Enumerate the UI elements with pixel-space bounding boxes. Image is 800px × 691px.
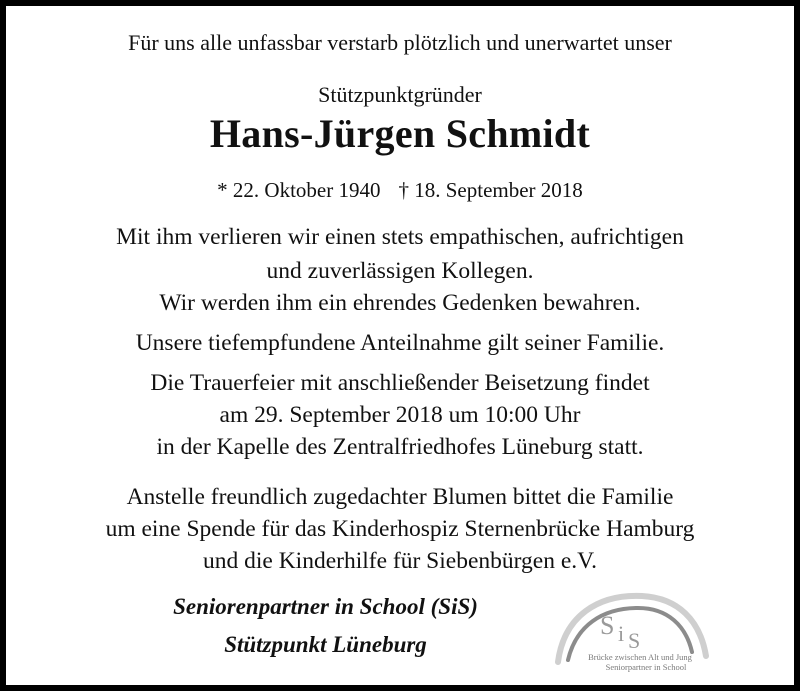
deceased-name: Hans-Jürgen Schmidt: [209, 111, 591, 156]
paragraph-3-line-3: in der Kapelle des Zentralfriedhofes Lüneburg statt.: [156, 434, 644, 460]
signature-branch: Stützpunkt Lüneburg: [224, 632, 427, 657]
logo-letter-i: i: [618, 621, 625, 646]
paragraph-1-line-1: Mit ihm verlieren wir einen stets empathischen, aufrichtigen: [116, 224, 684, 250]
logo-letter-s1: S: [600, 611, 615, 640]
signature-organization: Seniorenpartner in School (SiS): [173, 594, 478, 619]
life-dates: [6, 178, 794, 203]
sis-logo: [550, 586, 710, 678]
paragraph-3-line-1: Die Trauerfeier mit anschließender Beisetzung findet: [150, 370, 650, 396]
logo-letter-s2: S: [628, 628, 641, 653]
paragraph-3-line-2: am 29. September 2018 um 10:00 Uhr: [219, 402, 581, 428]
logo-tagline-1: Brücke zwischen Alt und Jung: [588, 652, 692, 662]
paragraph-4-line-1: Anstelle freundlich zugedachter Blumen bittet die Familie: [126, 484, 674, 510]
role-line: Stützpunktgründer: [318, 82, 482, 107]
intro-line: Für uns alle unfassbar verstarb plötzlich und unerwartet unser: [128, 30, 672, 55]
paragraph-4-line-3: und die Kinderhilfe für Siebenbürgen e.V.: [203, 548, 597, 574]
paragraph-2: Unsere tiefempfundene Anteilnahme gilt seiner Familie.: [135, 330, 665, 356]
birth-date: * 22. Oktober 1940: [217, 178, 381, 202]
death-date: † 18. September 2018: [398, 178, 583, 202]
paragraph-1-line-2: und zuverlässigen Kollegen.: [266, 258, 534, 284]
logo-tagline-2: Seniorpartner in School: [605, 662, 687, 672]
paragraph-1-line-3: Wir werden ihm ein ehrendes Gedenken bewahren.: [159, 290, 641, 316]
paragraph-4-line-2: um eine Spende für das Kinderhospiz Sternenbrücke Hamburg: [105, 516, 695, 542]
